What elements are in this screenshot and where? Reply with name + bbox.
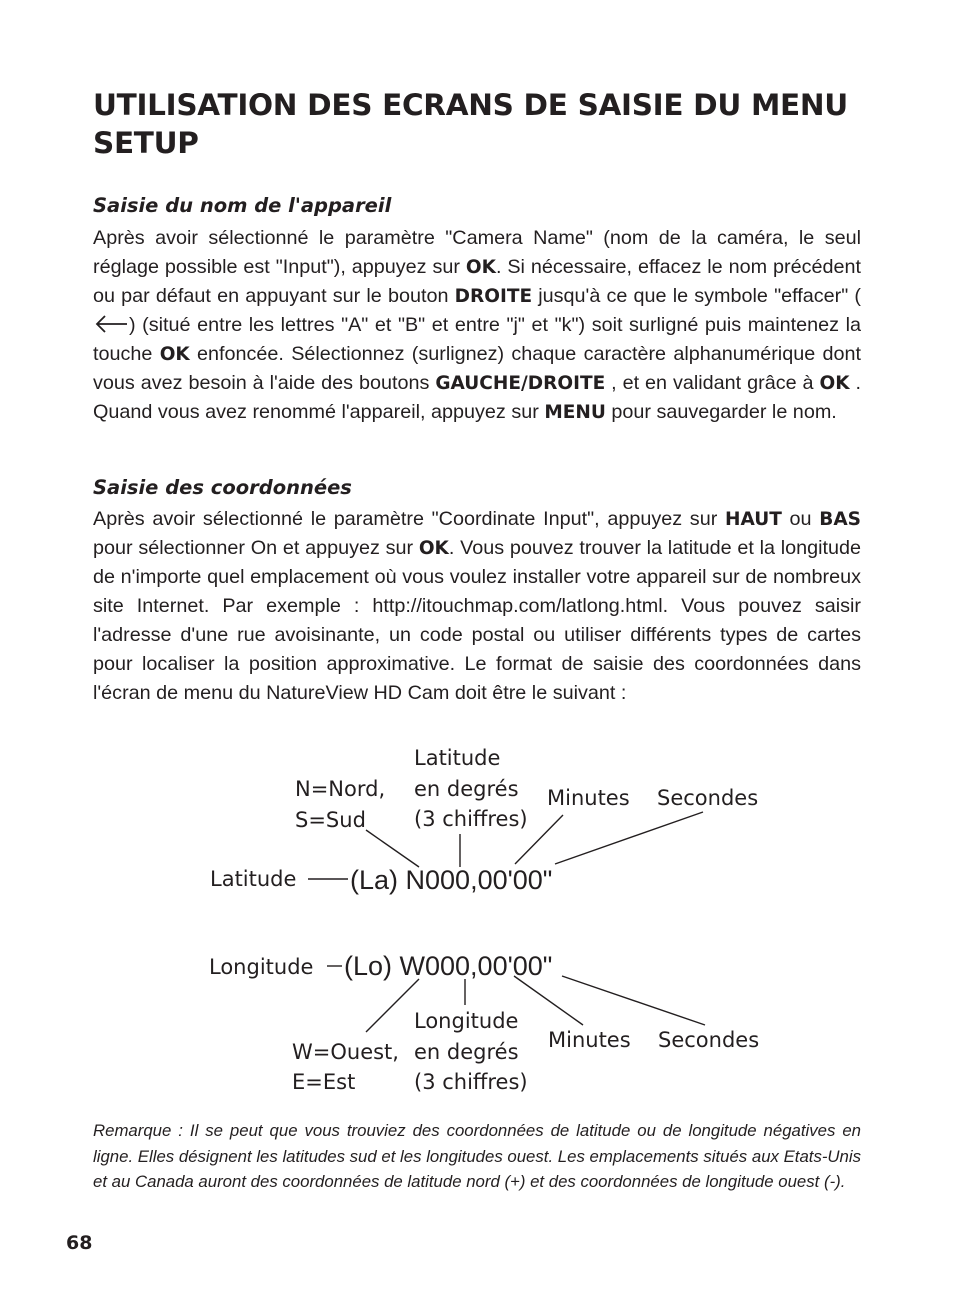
text-segment: ou: [781, 508, 820, 530]
section-heading-device-name: Saisie du nom de l'appareil: [93, 194, 392, 217]
text-segment: Après avoir sélectionné le paramètre "Coordinate Input", appuyez sur: [93, 508, 725, 530]
button-name-ok: OK: [159, 344, 190, 365]
lon-degrees-label: Longitude: [414, 1009, 519, 1033]
button-name-left-right: GAUCHE/DROITE: [435, 373, 606, 394]
button-name-ok: OK: [418, 538, 449, 559]
text-segment: jusqu'à ce que le symbole "effacer" (: [532, 285, 861, 307]
page-number: 68: [66, 1232, 93, 1254]
section-heading-coordinates: Saisie des coordonnées: [93, 476, 352, 499]
longitude-format: (Lo) W000,00'00": [344, 951, 553, 981]
lat-seconds-label: Secondes: [657, 786, 759, 810]
text-segment: pour sauvegarder le nom.: [605, 401, 837, 423]
lat-hemisphere-label: S=Sud: [295, 808, 366, 832]
latitude-format: (La) N000,00'00": [350, 865, 553, 895]
text-segment: pour sélectionner On et appuyez sur: [93, 537, 419, 559]
text-segment: , et en validant grâce à: [605, 372, 820, 394]
latitude-row-label: Latitude: [210, 867, 297, 891]
lon-degrees-label: en degrés: [414, 1040, 519, 1064]
lon-degrees-label: (3 chiffres): [414, 1070, 528, 1094]
lat-degrees-label: Latitude: [414, 746, 501, 770]
page-title: UTILISATION DES ECRANS DE SAISIE DU MENU SETUP: [93, 88, 848, 160]
text-segment: ) (situé entre les lettres "A" et "B" et entre "j" et "k") soit surligné puis maintenez la touche: [93, 314, 861, 365]
remark-note: Remarque : Il se peut que vous trouviez des coordonnées de latitude ou de longitude négatives en ligne. Elles désignent les latitudes sud et les longitudes ouest. Les emplacements situés aux Etats-Unis et au Canada auront des coordonnées de latitude nord (+) et des coordonnées de longitude ouest (-).: [93, 1121, 861, 1191]
button-name-ok: OK: [819, 373, 850, 394]
lat-degrees-label: (3 chiffres): [414, 807, 528, 831]
button-name-down: BAS: [819, 509, 861, 530]
button-name-menu: MENU: [544, 402, 606, 423]
text-segment: . Vous pouvez trouver la latitude et la longitude de n'importe quel emplacement où vous voulez installer votre appareil sur de nombreux site Internet. Par exemple : http://itouchmap.com/latlong.html. Vous pouvez saisir l'adresse d'une rue avoisinante, un code postal ou utiliser différents types de cartes pour localiser la position approximative. Le format de saisie des coordonnées dans l'écran de menu du NatureView HD Cam doit être le suivant :: [93, 537, 861, 704]
lon-hemisphere-label: E=Est: [292, 1070, 356, 1094]
text-segment: Après avoir sélectionné le paramètre "Camera Name" (nom de la caméra, le seul réglage possible est "Input"), appuyez sur: [93, 227, 861, 278]
button-name-ok: OK: [465, 257, 496, 278]
lat-hemisphere-label: N=Nord,: [295, 777, 386, 801]
lon-seconds-label: Secondes: [658, 1028, 760, 1052]
lat-degrees-label: en degrés: [414, 777, 519, 801]
text-segment: enfoncée. Sélectionnez (surlignez) chaque caractère alphanumérique dont vous avez besoin à l'aide des boutons: [93, 343, 861, 394]
lon-hemisphere-label: W=Ouest,: [292, 1040, 399, 1064]
button-name-up: HAUT: [724, 509, 782, 530]
longitude-row-label: Longitude: [209, 955, 314, 979]
lat-minutes-label: Minutes: [547, 786, 630, 810]
text-segment: . Quand vous avez renommé l'appareil, appuyez sur: [93, 372, 861, 423]
button-name-right: DROITE: [454, 286, 533, 307]
lon-minutes-label: Minutes: [548, 1028, 631, 1052]
text-segment: . Si nécessaire, effacez le nom précédent ou par défaut en appuyant sur le bouton: [93, 256, 861, 307]
